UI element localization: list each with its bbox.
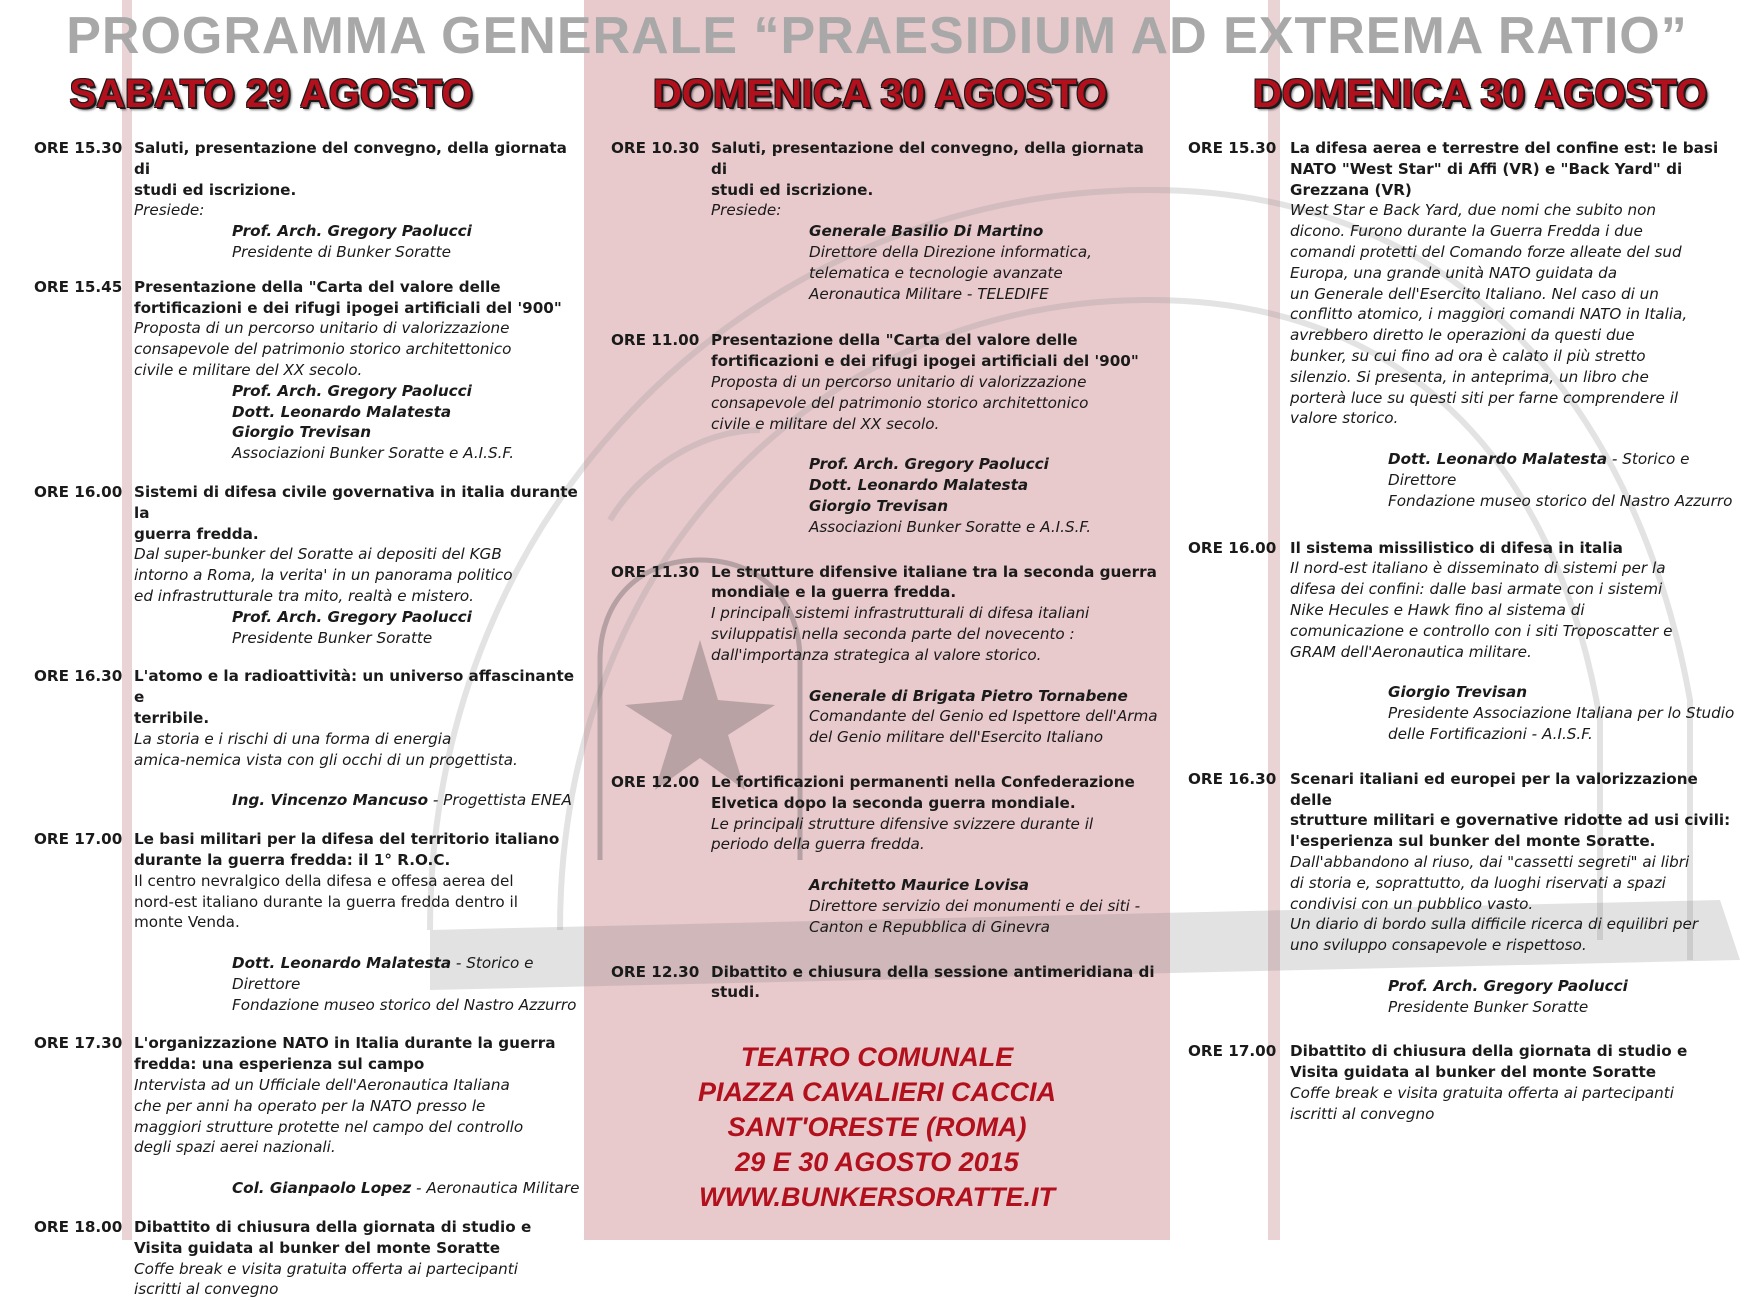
entry-title-line: Il sistema missilistico di difesa in italia	[1290, 538, 1623, 557]
speaker-name: Giorgio Trevisan	[809, 496, 949, 515]
entry-description-line: sviluppatisi nella seconda parte del novecento :	[711, 624, 1075, 643]
speaker-name: Prof. Arch. Gregory Paolucci	[232, 222, 472, 241]
entry-description-line: comunicazione e controllo con i siti Troposcatter e	[1290, 621, 1673, 640]
entry-title-line: La difesa aerea e terrestre del confine est: le basi	[1290, 139, 1719, 157]
entry-description-line: civile e militare del XX secolo.	[711, 414, 940, 433]
entry-title-line: L'organizzazione NATO in Italia durante la guerra	[134, 1034, 556, 1053]
speaker-affiliation-line: Fondazione museo storico del Nastro Azzurro	[232, 995, 577, 1014]
entry-body	[1290, 138, 1744, 512]
entry-description-line: che per anni ha operato per la NATO presso le	[134, 1096, 486, 1115]
entry-time: ORE 11.00	[611, 331, 700, 350]
entry-body	[134, 829, 586, 1015]
speaker-name: Giorgio Trevisan	[232, 423, 372, 442]
entry-description-line: uno sviluppo consapevole e rispettoso.	[1290, 936, 1587, 955]
entry-description-line: difesa dei confini: dalle basi armate con i sistemi	[1290, 580, 1663, 599]
speaker-line	[134, 953, 586, 995]
program-entry	[611, 962, 1163, 1004]
program-column-saturday	[34, 138, 586, 1300]
entry-description-line: ed infrastrutturale tra mito, realtà e mistero.	[134, 586, 474, 605]
entry-description-line: Europa, una grande unità NATO guidata da	[1290, 263, 1618, 282]
entry-body	[134, 277, 586, 464]
entry-title-line: durante la guerra fredda: il 1° R.O.C.	[134, 850, 451, 869]
entry-title-line: Scenari italiani ed europei per la valorizzazione delle	[1290, 769, 1698, 809]
entry-description-line: Dal super-bunker del Soratte ai depositi del KGB	[134, 545, 502, 564]
entry-title-line: studi ed iscrizione.	[134, 180, 297, 199]
program-entry	[34, 666, 586, 811]
speaker-affiliation-line: Direttore servizio dei monumenti e dei siti -	[809, 896, 1141, 915]
venue-square: PIAZZA CAVALIERI CACCIA	[698, 1077, 1056, 1107]
entry-description-line: un Generale dell'Esercito Italiano. Nel caso di un	[1290, 284, 1659, 303]
entry-time: ORE 17.00	[1188, 1042, 1277, 1061]
entry-description-line: monte Venda.	[134, 913, 240, 932]
entry-description-line: iscritti al convegno	[1290, 1104, 1435, 1123]
speaker-line	[134, 402, 586, 423]
speaker-line	[134, 607, 586, 628]
entry-description-line: bunker, su cui fino ad ora è calato il più stretto	[1290, 346, 1646, 365]
speaker-affiliation-line: Associazioni Bunker Soratte e A.I.S.F.	[809, 517, 1092, 536]
speaker-affiliation-line: delle Fortificazioni - A.I.S.F.	[1388, 724, 1593, 743]
speaker-role: - Aeronautica Militare	[411, 1179, 580, 1198]
speaker-name: Generale Basilio Di Martino	[809, 222, 1044, 241]
speaker-role: - Storico e Direttore	[232, 954, 534, 993]
entry-title-line: Dibattito di chiusura della giornata di studio e	[134, 1218, 532, 1237]
entry-description-line: consapevole del patrimonio storico architettonico	[711, 393, 1089, 412]
entry-description-line: di storia e, soprattutto, da luoghi riservati a spazi	[1290, 873, 1666, 892]
program-entry	[611, 772, 1163, 938]
entry-time: ORE 18.00	[34, 1218, 123, 1237]
speaker-line	[134, 790, 586, 811]
speaker-line	[711, 221, 1163, 242]
entry-time: ORE 10.30	[611, 139, 700, 157]
speaker-affiliation-line: Comandante del Genio ed Ispettore dell'Arma	[809, 707, 1158, 726]
program-entry	[34, 277, 586, 464]
entry-description-line: condivisi con un pubblico vasto.	[1290, 894, 1534, 913]
entry-title-line: Dibattito e chiusura della sessione antimeridiana di	[711, 962, 1155, 981]
entry-description-line: Dall'abbandono al riuso, dai "cassetti segreti" ai libri	[1290, 852, 1690, 871]
entry-description-line: La storia e i rischi di una forma di energia	[134, 729, 452, 748]
venue-town: SANT'ORESTE (ROMA)	[727, 1112, 1027, 1142]
entry-body	[711, 772, 1163, 938]
entry-title-line: Saluti, presentazione del convegno, della giornata di	[711, 139, 1144, 178]
speaker-affiliation-line: Presidente Bunker Soratte	[232, 628, 433, 647]
entry-body	[134, 666, 586, 811]
entry-title-line: Sistemi di difesa civile governativa in italia durante la	[134, 482, 578, 522]
speaker-name: Prof. Arch. Gregory Paolucci	[232, 381, 472, 400]
entry-description-line: amica-nemica vista con gli occhi di un progettista.	[134, 750, 518, 769]
entry-description-line: maggiori strutture protette nel campo del controllo	[134, 1117, 524, 1136]
program-entry	[611, 562, 1163, 748]
entry-description-line: periodo della guerra fredda.	[711, 835, 925, 854]
program-entry	[34, 482, 586, 648]
program-entry	[611, 138, 1163, 304]
speaker-name: Architetto Maurice Lovisa	[809, 876, 1030, 895]
speaker-line	[134, 422, 586, 443]
speaker-affiliation-line: Presidente Bunker Soratte	[1388, 997, 1589, 1016]
speaker-name: Dott. Leonardo Malatesta	[809, 476, 1029, 495]
entry-time: ORE 17.00	[34, 830, 123, 849]
entry-description-line: Il nord-est italiano è disseminato di sistemi per la	[1290, 559, 1666, 578]
speaker-line	[711, 475, 1163, 496]
entry-description-line: nord-est italiano durante la guerra fredda dentro il	[134, 892, 518, 911]
main-title: PROGRAMMA GENERALE “PRAESIDIUM AD EXTREMA RATIO”	[66, 7, 1688, 65]
entry-time: ORE 12.30	[611, 962, 700, 981]
venue-dates: 29 E 30 AGOSTO 2015	[735, 1147, 1019, 1177]
entry-description-line: Coffe break e visita gratuita offerta ai partecipanti	[1290, 1084, 1674, 1103]
venue-website[interactable]: WWW.BUNKERSORATTE.IT	[699, 1182, 1055, 1212]
entry-title-line: l'esperienza sul bunker del monte Soratte.	[1290, 832, 1656, 851]
entry-description-line: Coffe break e visita gratuita offerta ai partecipanti	[134, 1259, 518, 1278]
entry-time: ORE 16.00	[1188, 538, 1277, 557]
entry-time: ORE 15.30	[34, 139, 123, 157]
speaker-line	[711, 875, 1163, 896]
entry-description-line: valore storico.	[1290, 409, 1399, 428]
entry-body	[711, 562, 1163, 748]
entry-description-line: West Star e Back Yard, due nomi che subito non	[1290, 201, 1656, 220]
entry-title-line: Grezzana (VR)	[1290, 180, 1412, 199]
speaker-affiliation-line: Aeronautica Militare - TELEDIFE	[809, 284, 1049, 303]
entry-time: ORE 15.45	[34, 277, 123, 296]
entry-title-line: fortificazioni e dei rifugi ipogei artificiali del '900"	[134, 298, 562, 317]
speaker-name: Col. Gianpaolo Lopez	[232, 1179, 412, 1198]
speaker-name: Prof. Arch. Gregory Paolucci	[1388, 976, 1628, 995]
entry-title-line: Le fortificazioni permanenti nella Confederazione	[711, 772, 1135, 791]
speaker-affiliation-line: Presidente Associazione Italiana per lo Studio	[1388, 704, 1735, 723]
entry-title-line: studi ed iscrizione.	[711, 180, 874, 199]
speaker-affiliation-line: Fondazione museo storico del Nastro Azzurro	[1388, 491, 1733, 510]
entry-title-line: NATO "West Star" di Affi (VR) e "Back Yard" di	[1290, 159, 1683, 178]
entry-title-line: mondiale e la guerra fredda.	[711, 583, 957, 602]
program-entry	[1188, 1041, 1744, 1124]
entry-title-line: Visita guidata al bunker del monte Soratte	[1290, 1063, 1657, 1082]
program-column-sunday-afternoon	[1188, 138, 1744, 1125]
entry-description-line: Proposta di un percorso unitario di valorizzazione	[134, 319, 510, 338]
entry-description-line: GRAM dell'Aeronautica militare.	[1290, 642, 1532, 661]
program-entry	[1188, 769, 1744, 1018]
entry-title-line: Dibattito di chiusura della giornata di studio e	[1290, 1042, 1688, 1061]
entry-description-line: silenzio. Si presenta, in anteprima, un libro che	[1290, 367, 1649, 386]
entry-description-line: avrebbero diretto le operazioni da questi due	[1290, 326, 1635, 345]
speaker-name: Ing. Vincenzo Mancuso	[232, 791, 429, 810]
entry-description-line: degli spazi aerei nazionali.	[134, 1138, 336, 1157]
entry-time: ORE 16.00	[34, 482, 123, 501]
speaker-name: Giorgio Trevisan	[1388, 683, 1528, 702]
speaker-name: Prof. Arch. Gregory Paolucci	[809, 455, 1049, 474]
speaker-line	[711, 454, 1163, 475]
entry-body	[134, 482, 586, 648]
entry-body	[134, 1217, 586, 1300]
entry-time: ORE 11.30	[611, 562, 700, 581]
speaker-line	[711, 496, 1163, 517]
speaker-affiliation-line: del Genio militare dell'Esercito Italiano	[809, 728, 1103, 747]
entry-description-line: Intervista ad un Ufficiale dell'Aeronautica Italiana	[134, 1076, 510, 1095]
entry-description-line: porterà luce su questi siti per farne comprendere il	[1290, 388, 1679, 407]
speaker-line	[134, 1178, 586, 1199]
speaker-line	[1290, 449, 1744, 491]
entry-description-line: Proposta di un percorso unitario di valorizzazione	[711, 372, 1087, 391]
day-heading-saturday: SABATO 29 AGOSTO	[69, 72, 473, 116]
speaker-affiliation-line: telematica e tecnologie avanzate	[809, 263, 1063, 282]
entry-description-line: Le principali strutture difensive svizzere durante il	[711, 814, 1094, 833]
speaker-name: Dott. Leonardo Malatesta	[232, 954, 452, 973]
entry-description-line: civile e militare del XX secolo.	[134, 360, 363, 379]
speaker-affiliation-line: Canton e Repubblica di Ginevra	[809, 917, 1050, 936]
entry-title-line: Visita guidata al bunker del monte Soratte	[134, 1238, 501, 1257]
venue-theatre: TEATRO COMUNALE	[740, 1042, 1014, 1072]
entry-title-line: fredda: una esperienza sul campo	[134, 1055, 425, 1074]
entry-body	[134, 138, 586, 263]
entry-title-line: L'atomo e la radioattività: un universo affascinante e	[134, 667, 575, 707]
entry-description-line: dall'importanza strategica al valore storico.	[711, 645, 1042, 664]
entry-description-line: Presiede:	[134, 201, 205, 220]
entry-title-line: Saluti, presentazione del convegno, della giornata di	[134, 139, 567, 178]
entry-description-line: I principali sistemi infrastrutturali di difesa italiani	[711, 604, 1090, 623]
program-entry	[1188, 138, 1744, 512]
entry-description-line: iscritti al convegno	[134, 1280, 279, 1299]
day-heading-sunday-afternoon: DOMENICA 30 AGOSTO	[1252, 72, 1708, 116]
speaker-line	[1290, 976, 1744, 997]
entry-title-line: Presentazione della "Carta del valore delle	[134, 277, 501, 296]
speaker-name: Generale di Brigata Pietro Tornabene	[809, 686, 1128, 705]
entry-title-line: fortificazioni e dei rifugi ipogei artificiali del '900"	[711, 352, 1139, 371]
entry-time: ORE 12.00	[611, 772, 700, 791]
entry-time: ORE 16.30	[34, 667, 123, 686]
entry-body	[711, 962, 1163, 1004]
program-entry	[34, 1217, 586, 1300]
program-entry	[611, 330, 1163, 537]
entry-title-line: studi.	[711, 983, 760, 1002]
entry-time: ORE 17.30	[34, 1034, 123, 1053]
speaker-line	[134, 381, 586, 402]
speaker-affiliation-line: Presidente di Bunker Soratte	[232, 242, 451, 261]
speaker-affiliation-line: Associazioni Bunker Soratte e A.I.S.F.	[232, 444, 515, 463]
speaker-role: - Storico e Direttore	[1388, 450, 1690, 489]
speaker-line	[134, 221, 586, 242]
entry-body	[711, 330, 1163, 537]
entry-title-line: Le basi militari per la difesa del territorio italiano	[134, 830, 560, 849]
speaker-name: Dott. Leonardo Malatesta	[232, 402, 452, 421]
speaker-role: - Progettista ENEA	[428, 791, 572, 810]
program-entry	[34, 1033, 586, 1199]
entry-title-line: strutture militari e governative ridotte ad usi civili:	[1290, 811, 1731, 830]
entry-description-line: comandi protetti del Comando forze alleate del sud	[1290, 242, 1682, 261]
entry-body	[1290, 1041, 1744, 1124]
entry-title-line: guerra fredda.	[134, 524, 259, 543]
program-column-sunday-morning	[611, 138, 1163, 1003]
speaker-name: Dott. Leonardo Malatesta	[1388, 450, 1608, 469]
entry-time: ORE 16.30	[1188, 769, 1277, 788]
entry-body	[1290, 538, 1744, 745]
speaker-line	[711, 686, 1163, 707]
entry-description-line: consapevole del patrimonio storico architettonico	[134, 340, 512, 359]
program-entry	[34, 138, 586, 263]
entry-description-line: Un diario di bordo sulla difficile ricerca di equilibri per	[1290, 915, 1699, 934]
entry-title-line: Le strutture difensive italiane tra la seconda guerra	[711, 562, 1157, 581]
entry-body	[711, 138, 1163, 304]
entry-description-line: Nike Hecules e Hawk fino al sistema di	[1290, 600, 1585, 619]
entry-body	[134, 1033, 586, 1199]
day-heading-sunday-morning: DOMENICA 30 AGOSTO	[652, 72, 1108, 116]
program-entry	[34, 829, 586, 1015]
entry-description-line: dicono. Furono durante la Guerra Fredda i due	[1290, 222, 1643, 241]
entry-time: ORE 15.30	[1188, 139, 1277, 157]
speaker-name: Prof. Arch. Gregory Paolucci	[232, 607, 472, 626]
venue-info	[584, 1040, 1170, 1215]
program-entry	[1188, 538, 1744, 745]
entry-description-line: Presiede:	[711, 201, 782, 220]
entry-description-line: Il centro nevralgico della difesa e offesa aerea del	[134, 871, 514, 890]
entry-title-line: Presentazione della "Carta del valore delle	[711, 331, 1078, 350]
entry-description-line: intorno a Roma, la verita' in un panorama politico	[134, 566, 513, 585]
speaker-line	[1290, 682, 1744, 703]
entry-title-line: terribile.	[134, 708, 210, 727]
entry-title-line: Elvetica dopo la seconda guerra mondiale.	[711, 793, 1076, 812]
entry-description-line: conflitto atomico, i maggiori comandi NATO in Italia,	[1290, 305, 1688, 324]
speaker-affiliation-line: Direttore della Direzione informatica,	[809, 242, 1092, 261]
entry-body	[1290, 769, 1744, 1018]
